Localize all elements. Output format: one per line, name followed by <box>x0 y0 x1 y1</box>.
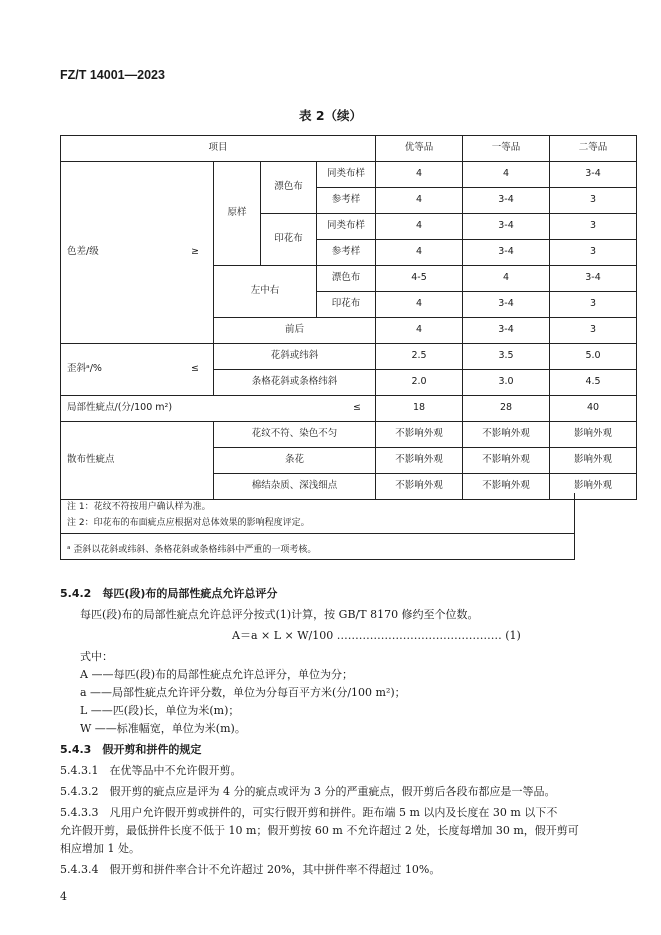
paragraph: 允许假开剪，最低拼件长度不低于 10 m；假开剪按 60 m 不允许超过 2 处，长度每增加 30 m，假开剪可 <box>60 824 579 837</box>
table-notes <box>60 493 575 560</box>
header-grade-3: 二等品 <box>550 136 637 162</box>
lmr-label: 左中右 <box>214 266 317 318</box>
where-label: 式中： <box>80 650 113 663</box>
same-sample-label: 同类布样 <box>317 214 376 240</box>
cell: 3-4 <box>463 214 550 240</box>
printed-label: 印花布 <box>317 292 376 318</box>
cell: 18 <box>376 396 463 422</box>
cell: 4 <box>376 240 463 266</box>
cell: 影响外观 <box>550 474 637 500</box>
bleached-label: 漂色布 <box>317 266 376 292</box>
cell: 不影响外观 <box>376 422 463 448</box>
paragraph: 5.4.3.3 凡用户允许假开剪或拼件的，可实行假开剪和拼件。距布端 5 m 以内及长度在 30 m 以下不 <box>60 806 558 819</box>
cell: 3-4 <box>550 266 637 292</box>
cell: 4 <box>376 318 463 344</box>
cell: 5.0 <box>550 344 637 370</box>
cell: 2.0 <box>376 370 463 396</box>
cell: 4 <box>376 292 463 318</box>
cell: 3 <box>550 292 637 318</box>
ref-sample-label: 参考样 <box>317 188 376 214</box>
cell: 2.5 <box>376 344 463 370</box>
bleached-label: 漂色布 <box>261 162 317 214</box>
table-row <box>61 344 637 370</box>
cell: 4 <box>463 162 550 188</box>
section-5-4-3-heading: 5.4.3 假开剪和拼件的规定 <box>60 743 202 756</box>
skew-row-2-label: 条格花斜或条格纬斜 <box>214 370 376 396</box>
cell: 4 <box>376 214 463 240</box>
skew-symbol: ≤ <box>152 344 214 396</box>
cell: 4-5 <box>376 266 463 292</box>
cell: 3 <box>550 214 637 240</box>
scatter-row-1-label: 花纹不符、染色不匀 <box>214 422 376 448</box>
cell: 40 <box>550 396 637 422</box>
paragraph: 相应增加 1 处。 <box>60 842 140 855</box>
cell: 3-4 <box>463 292 550 318</box>
printed-label: 印花布 <box>261 214 317 266</box>
local-defect-symbol: ≤ <box>317 396 376 422</box>
cell: 4 <box>376 162 463 188</box>
scatter-defect-label: 散布性疵点 <box>61 422 152 500</box>
scatter-defect-spacer <box>152 422 214 500</box>
cell: 影响外观 <box>550 448 637 474</box>
section-5-4-2-heading: 5.4.2 每匹(段)布的局部性疵点允许总评分 <box>60 587 278 600</box>
standard-id: FZ/T 14001—2023 <box>60 68 165 82</box>
paragraph: 每匹(段)布的局部性疵点允许总评分按式(1)计算，按 GB/T 8170 修约至个位数。 <box>80 608 479 621</box>
cell: 3-4 <box>550 162 637 188</box>
paragraph: 5.4.3.4 假开剪和拼件率合计不允许超过 20%，其中拼件率不得超过 10%。 <box>60 863 441 876</box>
scatter-row-2-label: 条花 <box>214 448 376 474</box>
cell: 影响外观 <box>550 422 637 448</box>
cell: 3 <box>550 240 637 266</box>
cell: 3 <box>550 318 637 344</box>
definition: L ——匹(段)长，单位为米(m)； <box>80 704 240 717</box>
cell: 3.5 <box>463 344 550 370</box>
note-2: 注 2：印花布的布面疵点应根据对总体效果的影响程度评定。 <box>67 518 310 528</box>
cell: 不影响外观 <box>463 422 550 448</box>
cell: 4.5 <box>550 370 637 396</box>
header-grade-1: 优等品 <box>376 136 463 162</box>
paragraph: 5.4.3.1 在优等品中不允许假开剪。 <box>60 764 242 777</box>
cell: 不影响外观 <box>463 474 550 500</box>
cell: 3-4 <box>463 318 550 344</box>
skew-label: 歪斜ᵃ/% <box>61 344 152 396</box>
definition: a ——局部性疵点允许评分数，单位为分每百平方米(分/100 m²)； <box>80 686 406 699</box>
color-diff-label: 色差/级 <box>61 162 152 344</box>
header-item: 项目 <box>61 136 376 162</box>
cell: 3-4 <box>463 240 550 266</box>
quality-grade-table <box>60 135 637 500</box>
table-row <box>61 396 637 422</box>
same-sample-label: 同类布样 <box>317 162 376 188</box>
table-caption: 表 2（续） <box>298 108 363 123</box>
table-row <box>61 162 637 188</box>
table-header-row <box>61 136 637 162</box>
scatter-row-3-label: 棉结杂质、深浅细点 <box>214 474 376 500</box>
cell: 3 <box>550 188 637 214</box>
table-footnote: ᵃ 歪斜以花斜或纬斜、条格花斜或条格纬斜中严重的一项考核。 <box>61 533 574 559</box>
header-grade-2: 一等品 <box>463 136 550 162</box>
cell: 28 <box>463 396 550 422</box>
cell: 4 <box>376 188 463 214</box>
cell: 3-4 <box>463 188 550 214</box>
page-number: 4 <box>60 890 67 903</box>
formula: A＝a × L × W/100 ……………………………………… (1) <box>232 629 521 642</box>
paragraph: 5.4.3.2 假开剪的疵点应是评为 4 分的疵点或评为 3 分的严重疵点，假开剪后各段布都应是一等品。 <box>60 785 556 798</box>
note-1: 注 1：花纹不符按用户确认样为准。 <box>67 502 211 512</box>
cell: 4 <box>463 266 550 292</box>
front-back-label: 前后 <box>214 318 376 344</box>
table-row <box>61 422 637 448</box>
sample-label: 原样 <box>214 162 261 266</box>
local-defect-label: 局部性疵点/(分/100 m²) <box>61 396 317 422</box>
color-diff-symbol: ≥ <box>152 162 214 344</box>
definition: W ——标准幅宽，单位为米(m)。 <box>80 722 246 735</box>
cell: 3.0 <box>463 370 550 396</box>
ref-sample-label: 参考样 <box>317 240 376 266</box>
skew-row-1-label: 花斜或纬斜 <box>214 344 376 370</box>
cell: 不影响外观 <box>376 474 463 500</box>
definition: A ——每匹(段)布的局部性疵点允许总评分，单位为分； <box>80 668 354 681</box>
cell: 不影响外观 <box>463 448 550 474</box>
cell: 不影响外观 <box>376 448 463 474</box>
